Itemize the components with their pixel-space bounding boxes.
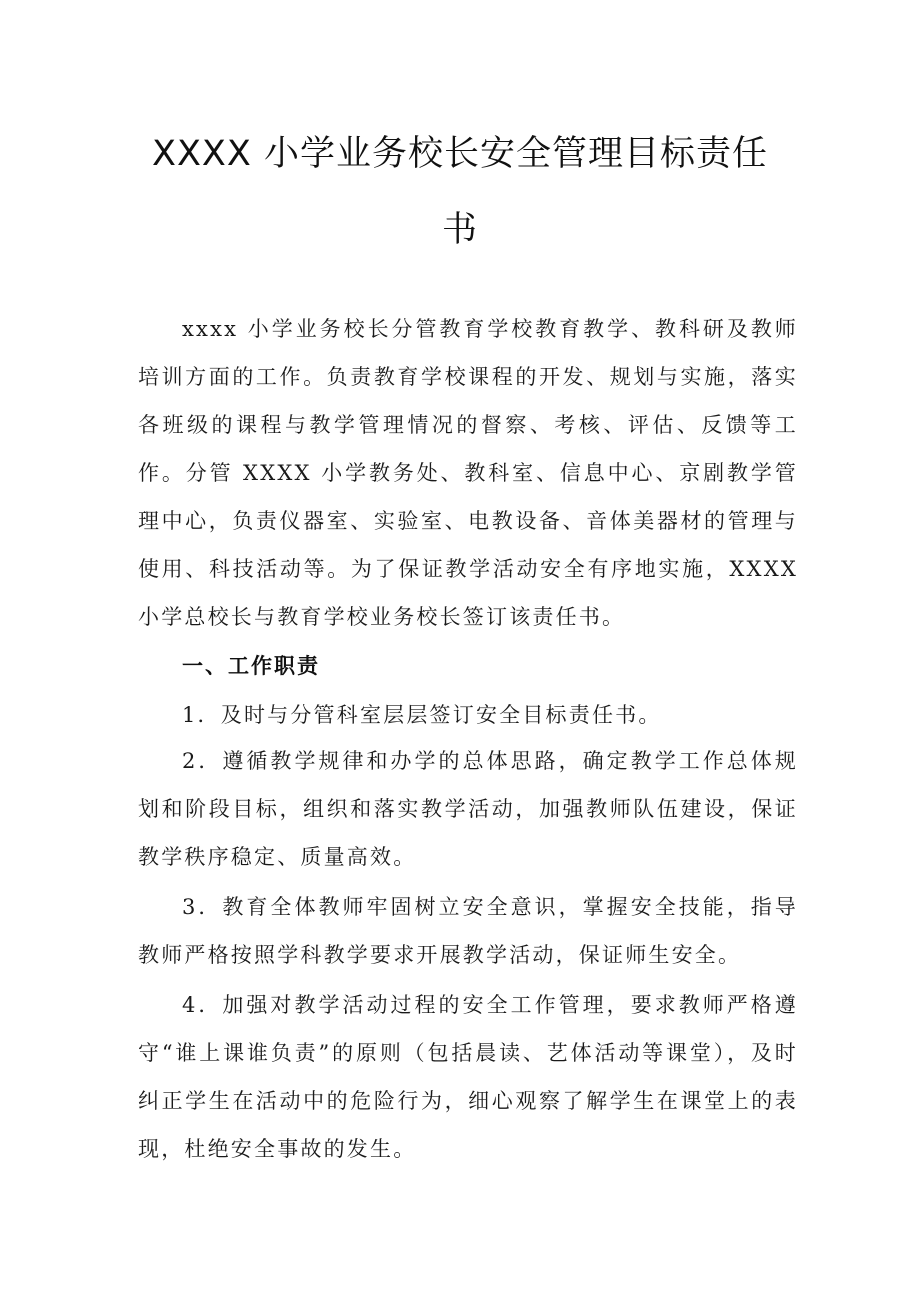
document-title-line2: 书: [441, 210, 478, 250]
document-title-line1: XXXX 小学业务校长安全管理目标责任: [151, 134, 769, 174]
intro-paragraph: xxxx 小学业务校长分管教育学校教育教学、教科研及教师培训方面的工作。负责教育学校课程的开发、规划与实施，落实各班级的课程与教学管理情况的督察、考核、评估、反馈等工作。分管 XXXX 小学教务处、教科室、信息中心、京剧教学管理中心，负责仪器室、实验室、电教设备、音体美器材的管理与使用、科技活动等。为了保证教学活动安全有序地实施，XXXX 小学总校长与教育学校业务校长签订该责任书。: [138, 317, 798, 629]
duty-item-4: 4．加强对教学活动过程的安全工作管理，要求教师严格遵守“谁上课谁负责”的原则（包括晨读、艺体活动等课堂），及时纠正学生在活动中的危险行为，细心观察了解学生在课堂上的表现，杜绝安全事故的发生。: [138, 993, 798, 1161]
duty-item-1: 1．及时与分管科室层层签订安全目标责任书。: [182, 703, 662, 727]
section-heading-duties: 一、工作职责: [182, 654, 320, 678]
duty-item-3: 3．教育全体教师牢固树立安全意识，掌握安全技能，指导教师严格按照学科教学要求开展教学活动，保证师生安全。: [138, 895, 798, 967]
duty-item-2: 2．遵循教学规律和办学的总体思路，确定教学工作总体规划和阶段目标，组织和落实教学活动，加强教师队伍建设，保证教学秩序稳定、质量高效。: [138, 749, 798, 869]
